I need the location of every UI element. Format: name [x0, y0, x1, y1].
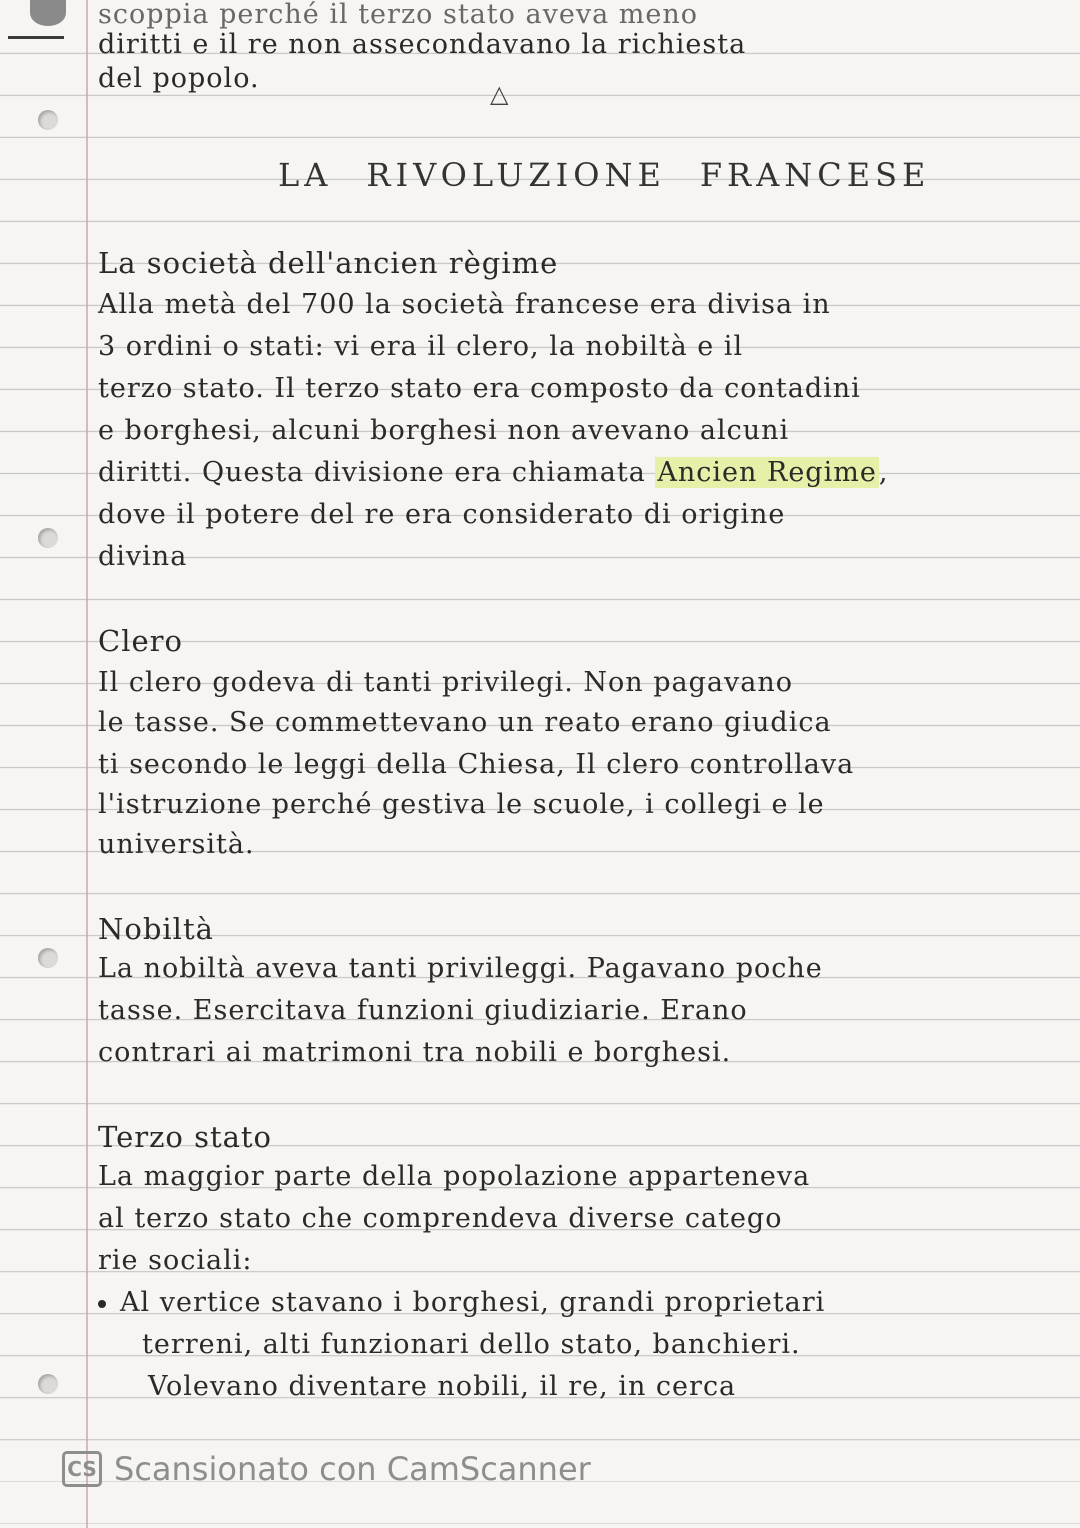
section-heading-ancien-regime: La società dell'ancien règime: [98, 246, 559, 280]
text-line: l'istruzione perché gestiva le scuole, i collegi e le: [98, 789, 825, 820]
camscanner-logo-icon: CS: [62, 1451, 102, 1487]
text-line: al terzo stato che comprendeva diverse catego: [98, 1203, 783, 1234]
binder-hole: [38, 948, 58, 968]
section-heading-clero: Clero: [98, 624, 183, 658]
binder-hole: [38, 528, 58, 548]
text-line: La maggior parte della popolazione apparteneva: [98, 1161, 811, 1192]
text-line: [98, 458, 888, 488]
text-fragment: diritti. Questa divisione era chiamata: [98, 457, 656, 488]
text-line: tasse. Esercitava funzioni giudiziarie. Erano: [98, 995, 748, 1026]
text-fragment: ,: [878, 457, 889, 488]
bullet-text: Al vertice stavano i borghesi, grandi proprietari: [120, 1287, 826, 1318]
text-line: ti secondo le leggi della Chiesa, Il clero controllava: [98, 749, 855, 780]
bullet-line-continued: terreni, alti funzionari dello stato, banchieri.: [142, 1329, 801, 1360]
text-line: 3 ordini o stati: vi era il clero, la nobiltà e il: [98, 331, 744, 362]
scanner-watermark: [62, 1450, 591, 1488]
text-line: le tasse. Se commettevano un reato erano giudica: [98, 707, 832, 738]
title-word: FRANCESE: [699, 156, 931, 194]
watermark-text: Scansionato con CamScanner: [114, 1450, 591, 1488]
pen-mark: [8, 36, 64, 39]
text-line: e borghesi, alcuni borghesi non avevano alcuni: [98, 415, 790, 446]
intro-line: scoppia perché il terzo stato aveva meno: [98, 0, 698, 30]
section-heading-nobilta: Nobiltà: [98, 912, 214, 946]
bullet-line: [98, 1288, 825, 1318]
triangle-symbol-icon: △: [490, 80, 509, 108]
text-line: La nobiltà aveva tanti privileggi. Pagavano poche: [98, 953, 823, 984]
binder-hole: [38, 1374, 58, 1394]
intro-line: del popolo.: [98, 63, 260, 94]
title-word: LA: [278, 156, 333, 194]
binder-hole: [38, 110, 58, 130]
page-title: [278, 156, 964, 194]
binder-hole-top: [30, 0, 66, 26]
bullet-line-continued: Volevano diventare nobili, il re, in cerca: [148, 1371, 737, 1402]
bullet-icon: [98, 1300, 106, 1308]
text-line: contrari ai matrimoni tra nobili e borghesi.: [98, 1037, 732, 1068]
text-line: Il clero godeva di tanti privilegi. Non pagavano: [98, 667, 794, 698]
intro-line: diritti e il re non assecondavano la richiesta: [98, 29, 747, 60]
text-line: Alla metà del 700 la società francese era divisa in: [98, 289, 831, 320]
text-line: dove il potere del re era considerato di origine: [98, 499, 786, 530]
text-line: terzo stato. Il terzo stato era composto da contadini: [98, 373, 861, 404]
margin-line: [86, 0, 88, 1528]
section-heading-terzo-stato: Terzo stato: [98, 1120, 273, 1154]
text-line: università.: [98, 829, 255, 860]
text-line: divina: [98, 541, 188, 572]
title-word: RIVOLUZIONE: [366, 156, 666, 194]
highlighted-term: Ancien Regime: [657, 457, 877, 488]
text-line: rie sociali:: [98, 1245, 253, 1276]
